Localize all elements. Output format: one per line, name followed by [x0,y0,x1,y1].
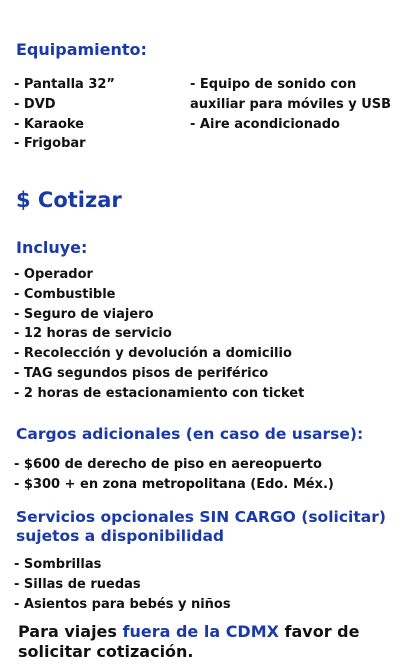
equipamiento-list-left [14,75,115,154]
cargos-list [14,455,334,495]
list-item: - 12 horas de servicio [14,326,172,342]
list-item: - Aire acondicionado [190,116,340,132]
closing-highlight: fuera de la CDMX [122,622,279,641]
closing-note [18,622,408,662]
opcionales-heading-line1: Servicios opcionales SIN CARGO (solicitar) [16,508,386,526]
list-item: - DVD [14,96,56,112]
list-item: - Sombrillas [14,557,102,572]
incluye-list [14,265,304,404]
closing-text-start: Para viajes [18,622,123,641]
list-item: - Equipo de sonido con [190,77,357,92]
list-item: - TAG segundos pisos de periférico [14,365,269,381]
list-item: - Asientos para bebés y niños [14,596,231,612]
opcionales-heading-line2: sujetos a disponibilidad [16,527,225,545]
list-item: - $300 + en zona metropolitana (Edo. Méx.) [14,476,334,492]
list-item: - Recolección y devolución a domicilio [14,346,292,362]
incluye-heading: Incluye: [16,238,88,257]
opcionales-list [14,555,231,614]
list-item: - Frigobar [14,136,86,152]
list-item: - Combustible [14,286,116,302]
closing-text-end: favor de solicitar cotización. [18,622,360,661]
opcionales-heading [16,508,386,546]
list-item: - $600 de derecho de piso en aereopuerto [14,457,322,472]
list-item: auxiliar para móviles y USB [190,96,392,112]
equipamiento-heading: Equipamiento: [16,40,147,59]
list-item: - Seguro de viajero [14,306,154,322]
list-item: - 2 horas de estacionamiento con ticket [14,385,305,401]
cotizar-link[interactable]: $ Cotizar [16,188,122,212]
list-item: - Sillas de ruedas [14,576,141,592]
equipamiento-list-right [190,75,391,134]
list-item: - Pantalla 32” [14,77,115,92]
list-item: - Operador [14,267,93,282]
cargos-heading: Cargos adicionales (en caso de usarse): [16,425,364,443]
list-item: - Karaoke [14,116,84,132]
